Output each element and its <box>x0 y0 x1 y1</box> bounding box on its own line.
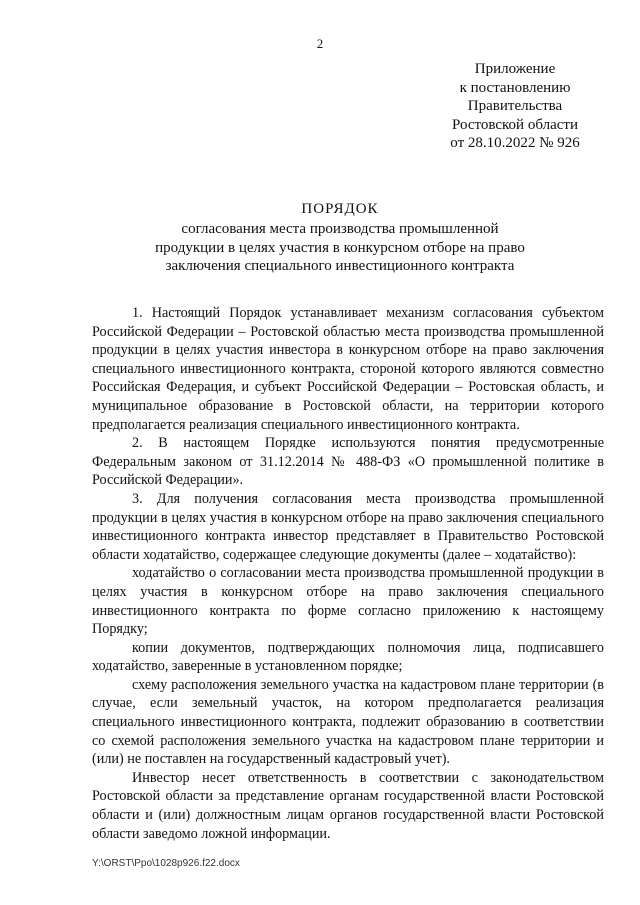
appendix-line: Правительства <box>467 98 563 114</box>
appendix-block <box>440 60 590 153</box>
paragraph-3: 3. Для получения согласования места производства промышленной продукции в целях участия в конкурсном отборе на право заключения специального инвестиционного контракта инвестор представляет в Правительство Ростовской области ходатайство, содержащее следующие документы (далее – ходатайство): <box>92 490 604 563</box>
subtitle-line: продукции в целях участия в конкурсном отборе на право <box>155 239 525 256</box>
appendix-line: Ростовской области <box>452 116 578 133</box>
list-item-petition: ходатайство о согласовании места производства промышленной продукции в целях участия в конкурсном отборе на право заключения специального инвестиционного контракта по форме согласно приложению к настоящему Порядку; <box>92 565 604 638</box>
appendix-line: Приложение <box>474 61 556 77</box>
subtitle-line: согласования места производства промышленной <box>181 221 499 237</box>
document-title: ПОРЯДОК <box>301 201 379 217</box>
document-body <box>92 304 604 843</box>
appendix-line: к постановлению <box>459 79 571 96</box>
paragraph-2: 2. В настоящем Порядке используются понятия предусмотренные Федеральным законом от 31.12.2014 № 488-ФЗ «О промышленной политике в Российской Федерации». <box>92 435 604 489</box>
list-item-copies: копии документов, подтверждающих полномочия лица, подписавшего ходатайство, заверенные в установленном порядке; <box>92 639 604 675</box>
page-number: 2 <box>316 36 324 51</box>
subtitle-line: заключения специального инвестиционного контракта <box>165 258 515 274</box>
appendix-line: от 28.10.2022 № 926 <box>450 135 580 151</box>
document-subtitle <box>130 220 550 276</box>
paragraph-responsibility: Инвестор несет ответственность в соответствии с законодательством Ростовской области за представление органам государственной власти Ростовской области и (или) должностным лицам органов государственной власти Ростовской области заведомо ложной информации. <box>92 769 604 842</box>
footer-file-path: Y:\ORST\Ppo\1028p926.f22.docx <box>92 858 240 869</box>
list-item-scheme: схему расположения земельного участка на кадастровом плане территории (в случае, если земельный участок, на котором предполагается реализация специального инвестиционного контракта, подлежит образованию в соответствии со схемой расположения земельного участка на кадастровом плане территории и (или) не поставлен на государственный кадастровый учет). <box>92 676 604 768</box>
paragraph-1: 1. Настоящий Порядок устанавливает механизм согласования субъектом Российской Федерации – Ростовской областью места производства промышленной продукции в целях участия инвестора в конкурсном отборе на право заключения специального инвестиционного контракта, стороной которого являются совместно Российская Федерация, и субъект Российской Федерации – Ростовская область, и муниципальное образование в Ростовской области, на территории которого предполагается реализация специального инвестиционного контракта. <box>92 305 604 433</box>
title-block <box>130 200 550 276</box>
